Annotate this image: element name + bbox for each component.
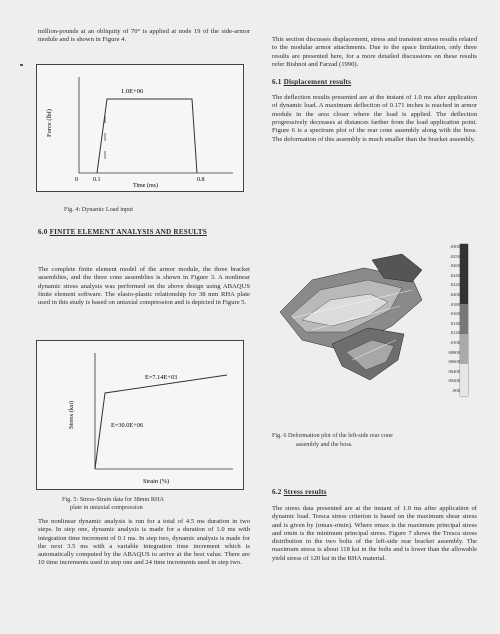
figure-4-plot <box>37 65 243 191</box>
figure-6-graphic <box>272 240 434 410</box>
section-6-paragraph: The complete finite element model of the armor module, the three bracket assemblies, and the three cone assemblies is shown in Figure 3. A nonlinear dynamic stress analysis was performed on the above design using ABAQUS finite element software. The elasto-plastic relationship for 38 mm RHA plate used in this study is based on uniaxial compression and is depicted in Figure 5. <box>38 266 250 307</box>
section-62-heading: 6.2 Stress results <box>272 488 327 496</box>
fig5-e0-label: E=30.0E+06 <box>111 422 144 429</box>
figure-6-caption-line1: Fig. 6 Deformation plot of the left-side rear cone <box>272 432 393 439</box>
legend-label-4: .0220 <box>449 282 460 288</box>
fig4-tick-08: 0.8 <box>197 177 205 183</box>
figure-5-caption-line2: plate in uniaxial compression <box>70 504 143 511</box>
left-bottom-paragraph: The nonlinear dynamic analysis is run for a total of 4.5 ms duration in two steps. In step one, dynamic analysis is made for a duration of 1.0 ms with integration time increment of 0.1 ms. In step two, dynamic analysis is made for the next 3.5 ms with a variable integration time increment which is automatically computed by the ABAQUS to arrive at the best value. There are 10 time increments used in step one and 24 time increments used in step two. <box>38 518 250 567</box>
section-62-paragraph: The stress data presented are at the instant of 1.0 ms after application of dynamic load. Tresca stress criterion is based on the maximum shear stress and is given by (σmax-σmin). Where σmax is the maximum principal stress and σmin is the minimum principal stress. Figure 7 shows the Tresca stress distribution in the two bolts of the left-side rear bracket assembly. The maximum stress is about 118 ksi in the bolts and is lower than the allowable yield stress of 120 ksi in the RHA material. <box>272 505 477 562</box>
section-6-number: 6.0 <box>38 228 48 236</box>
fig4-tick-0: 0 <box>75 177 78 183</box>
figure-4-caption: Fig. 4: Dynamic Load input <box>64 206 133 213</box>
figure-5-caption-line1: Fig. 5: Stress-Strain data for 38mm RHA <box>62 496 164 503</box>
right-column <box>272 36 477 144</box>
fig5-y-label: Stress (ksi) <box>68 400 75 429</box>
legend-label-2: .0260 <box>449 263 460 269</box>
legend-label-12: .00600 <box>447 359 460 365</box>
legend-label-0: .0300 <box>449 244 460 249</box>
legend-labels <box>436 242 460 396</box>
legend-label-15: .000 <box>451 387 460 393</box>
left-column <box>38 28 250 45</box>
left-intro-paragraph: million-pounds at an obliquity of 70° is applied at node 19 of the side-armor module and is shown in Figure 4. <box>38 28 250 44</box>
right-intro-paragraph: This section discusses displacement, stress and transient stress results related to the modular armor attachments. Due to the space limitation, only three results are presented here, for a more detailed discussions on these results refer Bishnoi and Farzad (1990). <box>272 36 477 68</box>
fig5-x-label: Strain (%) <box>143 478 170 485</box>
legend-label-6: .0180 <box>449 301 460 307</box>
legend-label-11: .00800 <box>447 349 460 355</box>
legend-label-10: .0100 <box>449 339 460 345</box>
legend-label-8: .0140 <box>449 320 460 326</box>
fig4-tick-01: 0.1 <box>93 177 101 183</box>
legend-label-1: .0250 <box>449 253 460 259</box>
figure-4 <box>36 64 244 192</box>
figure-5-plot <box>37 341 243 489</box>
legend-label-7: .0160 <box>449 311 460 317</box>
legend-label-9: .0120 <box>449 330 460 336</box>
fig4-peak-label: 1.0E+06 <box>121 88 144 95</box>
fig4-y-label: Force (lbf) <box>46 109 53 137</box>
section-6-title: FINITE ELEMENT ANALYSIS AND RESULTS <box>49 228 207 236</box>
section-61-paragraph: The deflection results presented are at the instant of 1.0 ms after application of dynamic load. A maximum deflection of 0.171 inches is reached in armor module in the area closer where the load is applied. The deflection progressively decreases at distances farther from the load application point. Figure 6 is a spectrum plot of the rear cone assembly along with the boss. The deformation of this assembly is much smaller than the bracket assembly. <box>272 94 477 143</box>
legend-label-13: .00400 <box>447 368 460 374</box>
legend-label-14: .00200 <box>447 378 460 384</box>
fig5-e1-label: E=7.14E+03 <box>145 374 178 381</box>
section-6-heading <box>38 228 248 236</box>
fig4-load-curve <box>97 99 197 173</box>
figure-6-plot <box>272 240 434 410</box>
figure-6-caption-line2: assembly and the boss. <box>296 441 353 448</box>
section-62 <box>272 488 477 563</box>
section-61-heading: 6.1 Displacement results <box>272 78 352 87</box>
margin-mark <box>20 64 23 66</box>
fig4-x-label: Time (ms) <box>133 183 158 189</box>
figure-5 <box>36 340 244 490</box>
legend-label-3: .0240 <box>449 272 460 278</box>
legend-label-5: .0200 <box>449 291 460 297</box>
figure-6-legend <box>436 242 476 407</box>
